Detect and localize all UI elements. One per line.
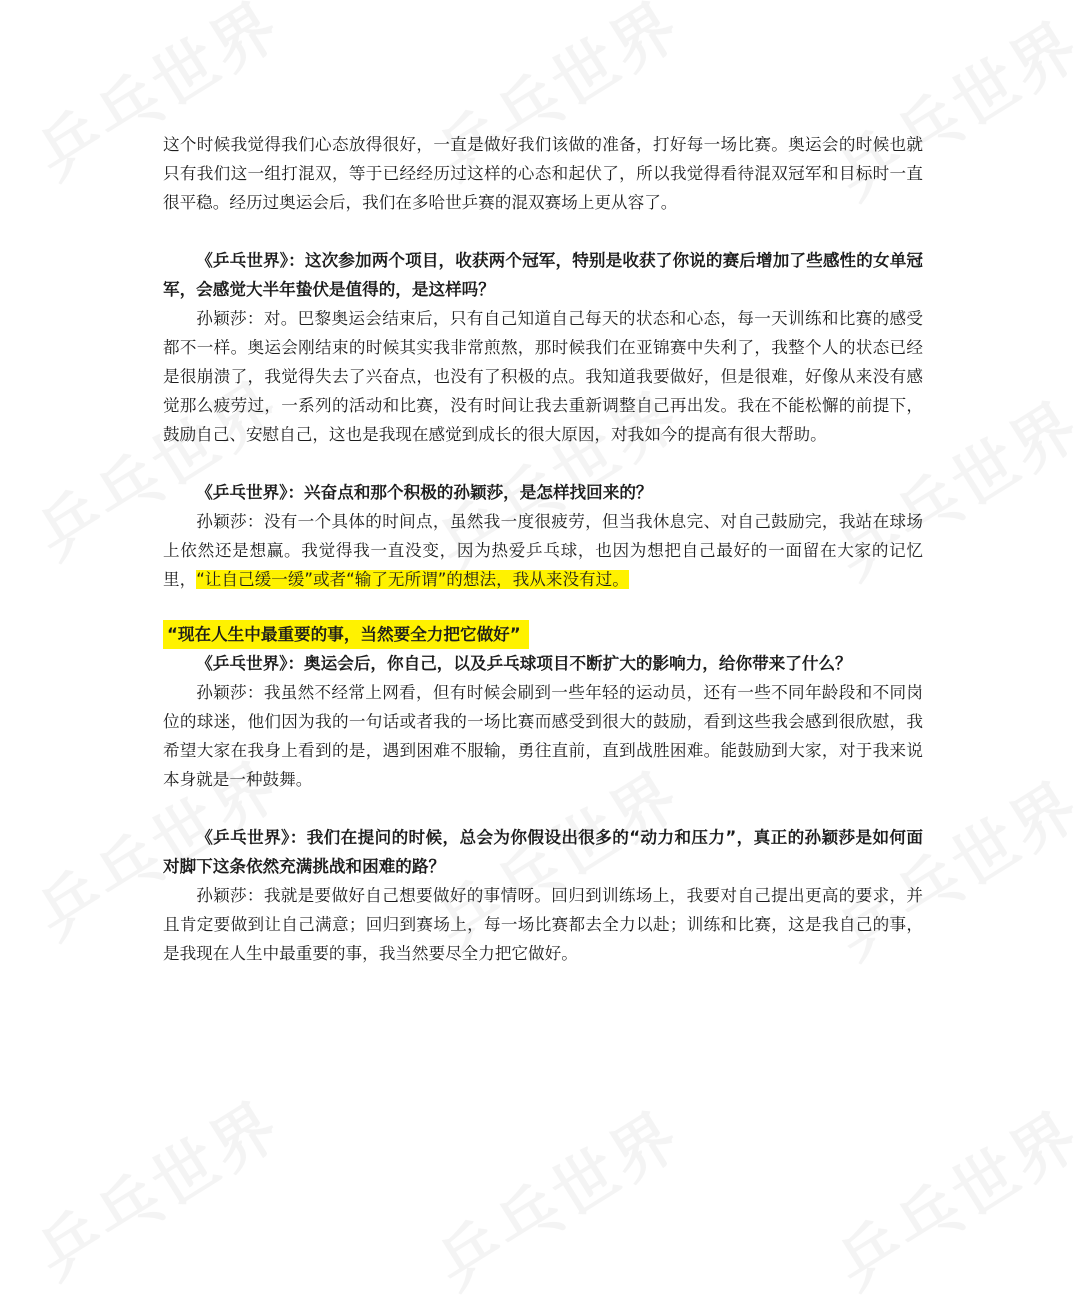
watermark <box>416 1085 695 1307</box>
paragraph: 这个时候我觉得我们心态放得很好，一直是做好我们该做的准备，打好每一场比赛。奥运会的时候也就只有我们这一组打混双，等于已经经历过这样的心态和起伏了，所以我觉得看待混双冠军和目标时一直很平稳。经历过奥运会后，我们在多哈世乒赛的混双赛场上更从容了。 <box>163 135 923 212</box>
interview-answer: 孙颖莎：我就是要做好自己想要做好的事情呀。回归到训练场上，我要对自己提出更高的要求，并且肯定要做到让自己满意；回归到赛场上，每一场比赛都去全力以赴；训练和比赛，这是我自己的事，是我现在人生中最重要的事，我当然要尽全力把它做好。 <box>163 886 923 963</box>
section-subheading: “现在人生中最重要的事，当然要全力把它做好” <box>163 620 529 649</box>
interview-question: 《乒乓世界》：奥运会后，你自己，以及乒乓球项目不断扩大的影响力，给你带来了什么？ <box>196 654 852 673</box>
answer-text: 孙颖莎：没有一个具体的时间点，虽然我一度很疲劳，但当我休息完、对自己鼓励完，我站在球场上依然还是想赢。我觉得我一直没变，因为热爱乒乓球，也因为想把自己最好的一面留在大家的记忆里， <box>163 512 923 589</box>
interview-answer <box>163 507 923 594</box>
highlighted-quote: “让自己缓一缓”或者“输了无所谓”的想法，我从来没有过。 <box>196 570 629 589</box>
watermark <box>816 1085 1080 1307</box>
interview-question: 《乒乓世界》：兴奋点和那个积极的孙颖莎，是怎样找回来的？ <box>196 483 653 502</box>
article-body <box>163 130 923 968</box>
interview-answer: 孙颖莎：我虽然不经常上网看，但有时候会刷到一些年轻的运动员，还有一些不同年龄段和不同岗位的球迷，他们因为我的一句话或者我的一场比赛而感受到很大的鼓励，看到这些我会感到很欣慰，我希望大家在我身上看到的是，遇到困难不服输，勇往直前，直到战胜困难。能鼓励到大家，对于我来说本身就是一种鼓舞。 <box>163 683 923 789</box>
watermark <box>16 1075 295 1297</box>
interview-question: 《乒乓世界》：这次参加两个项目，收获两个冠军，特别是收获了你说的赛后增加了些感性的女单冠军，会感觉大半年蛰伏是值得的，是这样吗？ <box>163 251 923 299</box>
interview-question: 《乒乓世界》：我们在提问的时候，总会为你假设出很多的“动力和压力”，真正的孙颖莎是如何面对脚下这条依然充满挑战和困难的路？ <box>163 828 923 876</box>
interview-answer: 孙颖莎：对。巴黎奥运会结束后，只有自己知道自己每天的状态和心态，每一天训练和比赛的感受都不一样。奥运会刚结束的时候其实我非常煎熬，那时候我们在亚锦赛中失利了，我整个人的状态已经是很崩溃了，我觉得失去了兴奋点，也没有了积极的点。我知道我要做好，但是很难，好像从来没有感觉那么疲劳过，一系列的活动和比赛，没有时间让我去重新调整自己再出发。我在不能松懈的前提下，鼓励自己、安慰自己，这也是我现在感觉到成长的很大原因，对我如今的提高有很大帮助。 <box>163 309 923 444</box>
